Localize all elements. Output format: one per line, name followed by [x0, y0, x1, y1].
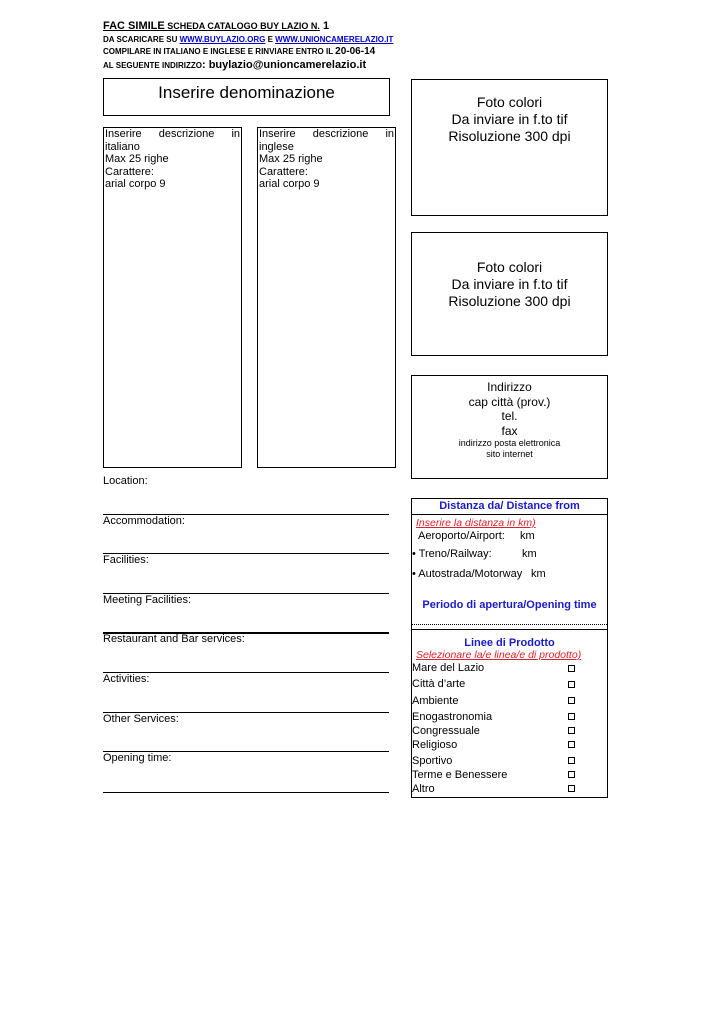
- form-name: SCHEDA CATALOGO BUY LAZIO N.: [164, 21, 320, 31]
- distance-title: Distanza da/ Distance from: [439, 500, 580, 512]
- instructions-text: COMPILARE IN ITALIANO E INGLESE E RINVIARE ENTRO IL: [103, 47, 336, 56]
- fac-simile-label: FAC SIMILE: [103, 20, 165, 32]
- meeting-facilities-label: Meeting Facilities:: [103, 594, 192, 606]
- motorway-unit: km: [531, 568, 546, 580]
- form-number: 1: [319, 20, 330, 32]
- accommodation-label: Accommodation:: [103, 515, 185, 527]
- email-line: indirizzo posta elettronica: [458, 438, 561, 448]
- desc-en-line4: Carattere:: [259, 165, 308, 178]
- airport-unit: km: [520, 530, 535, 542]
- product-altro-label: Altro: [412, 783, 435, 795]
- activities-label: Activities:: [103, 673, 150, 685]
- period-title: Periodo di apertura/Opening time: [422, 599, 597, 611]
- photo1-line1: Foto colori: [476, 94, 543, 110]
- photo1-line2: Da inviare in f.to tif: [451, 111, 568, 127]
- photo2-line1: Foto colori: [476, 259, 543, 275]
- product-citta-checkbox[interactable]: [568, 681, 575, 688]
- products-top-border: [411, 629, 608, 630]
- contact-email: : buylazio@unioncamerelazio.it: [201, 59, 367, 71]
- distance-title-rule: [411, 514, 608, 515]
- product-congressuale-label: Congressuale: [412, 725, 480, 737]
- distance-hint: Inserire la distanza in km): [416, 517, 536, 529]
- opening-time-line[interactable]: [103, 792, 389, 793]
- buylazio-link[interactable]: WWW.BUYLAZIO.ORG: [179, 35, 266, 44]
- other-services-label: Other Services:: [103, 713, 179, 725]
- desc-it-line1: Inserire descrizione in: [105, 128, 241, 140]
- desc-en-line2: inglese: [259, 140, 294, 153]
- product-religioso-label: Religioso: [412, 739, 458, 751]
- header-line-2: [103, 34, 393, 46]
- products-title: Linee di Prodotto: [464, 637, 555, 649]
- product-terme-checkbox[interactable]: [568, 771, 575, 778]
- restaurant-label: Restaurant and Bar services:: [103, 633, 245, 645]
- product-mare-label: Mare del Lazio: [412, 662, 485, 674]
- railway-unit: km: [522, 548, 537, 560]
- product-citta-label: Città d’arte: [412, 678, 466, 690]
- product-sportivo-label: Sportivo: [412, 755, 453, 767]
- products-bottom-border: [411, 797, 608, 798]
- website-line: sito internet: [486, 449, 533, 459]
- address-line: Indirizzo: [487, 380, 532, 394]
- description-italian-box[interactable]: [103, 127, 242, 468]
- address-box[interactable]: [411, 375, 608, 479]
- and-text: E: [265, 35, 276, 44]
- fax-line: fax: [501, 423, 518, 438]
- desc-en-line1: Inserire descrizione in: [259, 128, 395, 140]
- product-ambiente-checkbox[interactable]: [568, 697, 575, 704]
- download-text: DA SCARICARE SU: [103, 35, 180, 44]
- desc-it-line3: Max 25 righe: [105, 153, 169, 165]
- product-mare-checkbox[interactable]: [568, 665, 575, 672]
- opening-time-label: Opening time:: [103, 752, 172, 764]
- photo2-line3: Risoluzione 300 dpi: [448, 293, 571, 309]
- title-placeholder: Inserire denominazione: [158, 83, 335, 102]
- railway-label: • Treno/Railway:: [412, 548, 492, 560]
- distance-top-border: [411, 498, 608, 499]
- product-ambiente-label: Ambiente: [412, 695, 459, 707]
- header-line-1: [103, 20, 329, 32]
- unioncamere-link[interactable]: WWW.UNIONCAMERELAZIO.IT: [275, 35, 394, 44]
- product-altro-checkbox[interactable]: [568, 785, 575, 792]
- header-line-3: [103, 46, 375, 58]
- product-sportivo-checkbox[interactable]: [568, 757, 575, 764]
- title-box[interactable]: [103, 78, 390, 116]
- products-hint: Selezionare la/e linea/e di prodotto): [416, 649, 582, 661]
- airport-label: Aeroporto/Airport:: [418, 530, 505, 542]
- period-dotted-line[interactable]: [412, 624, 607, 625]
- product-terme-label: Terme e Benessere: [412, 769, 508, 781]
- product-religioso-checkbox[interactable]: [568, 741, 575, 748]
- photo1-line3: Risoluzione 300 dpi: [448, 128, 571, 144]
- header-line-4: [103, 59, 366, 72]
- motorway-label: • Autostrada/Motorway: [412, 568, 523, 580]
- desc-it-line2: italiano: [105, 140, 140, 153]
- phone-line: tel.: [501, 409, 518, 423]
- desc-en-line3: Max 25 righe: [259, 153, 323, 165]
- facilities-label: Facilities:: [103, 554, 149, 566]
- photo2-line2: Da inviare in f.to tif: [451, 276, 568, 292]
- product-enogastronomia-label: Enogastronomia: [412, 711, 493, 723]
- desc-en-line5: arial corpo 9: [259, 178, 320, 190]
- description-english-box[interactable]: [257, 127, 396, 468]
- desc-it-line4: Carattere:: [105, 165, 154, 178]
- photo-box-1[interactable]: [411, 79, 608, 216]
- photo-box-2[interactable]: [411, 232, 608, 356]
- deadline-date: 20-06-14: [335, 46, 376, 57]
- zip-city-line: cap città (prov.): [468, 394, 551, 409]
- product-enogastronomia-checkbox[interactable]: [568, 713, 575, 720]
- product-congressuale-checkbox[interactable]: [568, 727, 575, 734]
- desc-it-line5: arial corpo 9: [105, 178, 166, 190]
- address-label: AL SEGUENTE INDIRIZZO: [103, 61, 202, 70]
- location-label: Location:: [103, 475, 148, 487]
